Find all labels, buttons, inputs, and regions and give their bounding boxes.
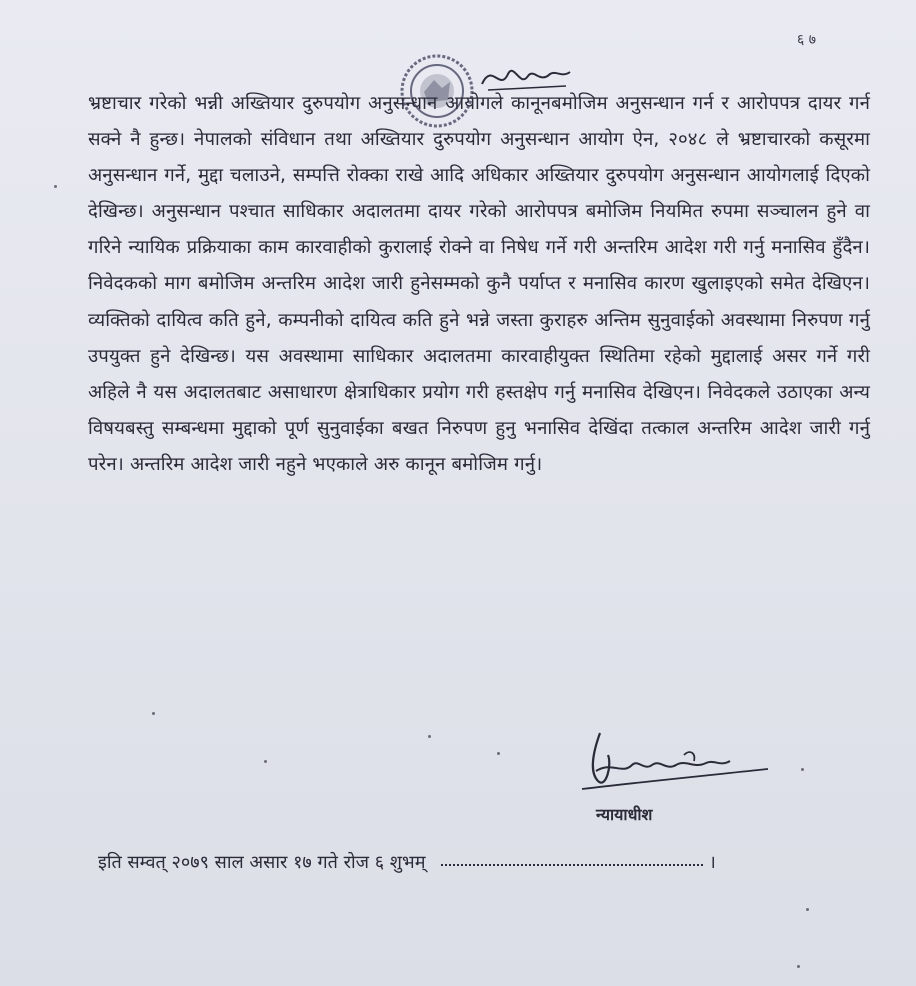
ink-speck [54,185,57,188]
corner-page-mark: ६ ७ [796,32,816,48]
date-line-end: । [708,852,716,873]
ink-speck [264,760,267,763]
ink-speck [806,908,809,911]
date-text: इति सम्वत् २०७९ साल असार १७ गते रोज ६ शुभम् [98,852,426,873]
judge-designation: न्यायाधीश [596,805,653,824]
date-line-blank [441,864,703,866]
ink-speck [497,752,500,755]
ink-speck [152,712,155,715]
ink-speck [801,768,804,771]
ink-speck [797,965,800,968]
order-body-paragraph: भ्रष्टाचार गरेको भन्नी अख्तियार दुरुपयोग अनुसन्धान आयोगले कानूनबमोजिम अनुसन्धान गर्न र आरोपपत्र दायर गर्न सक्ने नै हुन्छ। नेपालको संविधान तथा अख्तियार दुरुपयोग अनुसन्धान आयोग ऐन, २०४८ ले भ्रष्टाचारको कसूरमा अनुसन्धान गर्ने, मुद्दा चलाउने, सम्पत्ति रोक्का राखे आदि अधिकार अख्तियार दुरुपयोग अनुसन्धान आयोगलाई दिएको देखिन्छ। अनुसन्धान पश्चात साधिकार अदालतमा दायर गरेको आरोपपत्र बमोजिम नियमित रुपमा सञ्चालन हुने वा गरिने न्यायिक प्रक्रियाका काम कारवाहीको कुरालाई रोक्ने वा निषेध गर्ने गरी अन्तरिम आदेश गरी गर्नु मनासिव हुँदैन। निवेदकको माग बमोजिम अन्तरिम आदेश जारी हुनेसम्मको कुनै पर्याप्त र मनासिव कारण खुलाइएको समेत देखिएन। व्यक्तिको दायित्व कति हुने, कम्पनीको दायित्व कति हुने भन्ने जस्ता कुराहरु अन्तिम सुनुवाईको अवस्थामा निरुपण गर्नु उपयुक्त हुने देखिन्छ। यस अवस्थामा साधिकार अदालतमा कारवाहीयुक्त स्थितिमा रहेको मुद्दालाई असर गर्ने गरी अहिले नै यस अदालतबाट असाधारण क्षेत्राधिकार प्रयोग गरी हस्तक्षेप गर्नु मनासिव देखिएन। निवेदकले उठाएका अन्य विषयबस्तु सम्बन्धमा मुद्दाको पूर्ण सुनुवाईका बखत निरुपण हुनु भनासिव देखिंदा तत्काल अन्तरिम आदेश जारी गर्नु परेन। अन्तरिम आदेश जारी नहुने भएकाले अरु कानून बमोजिम गर्नु। [88,93,870,475]
date-line [98,850,716,874]
ink-speck [428,735,431,738]
judge-signature-icon [572,725,772,800]
